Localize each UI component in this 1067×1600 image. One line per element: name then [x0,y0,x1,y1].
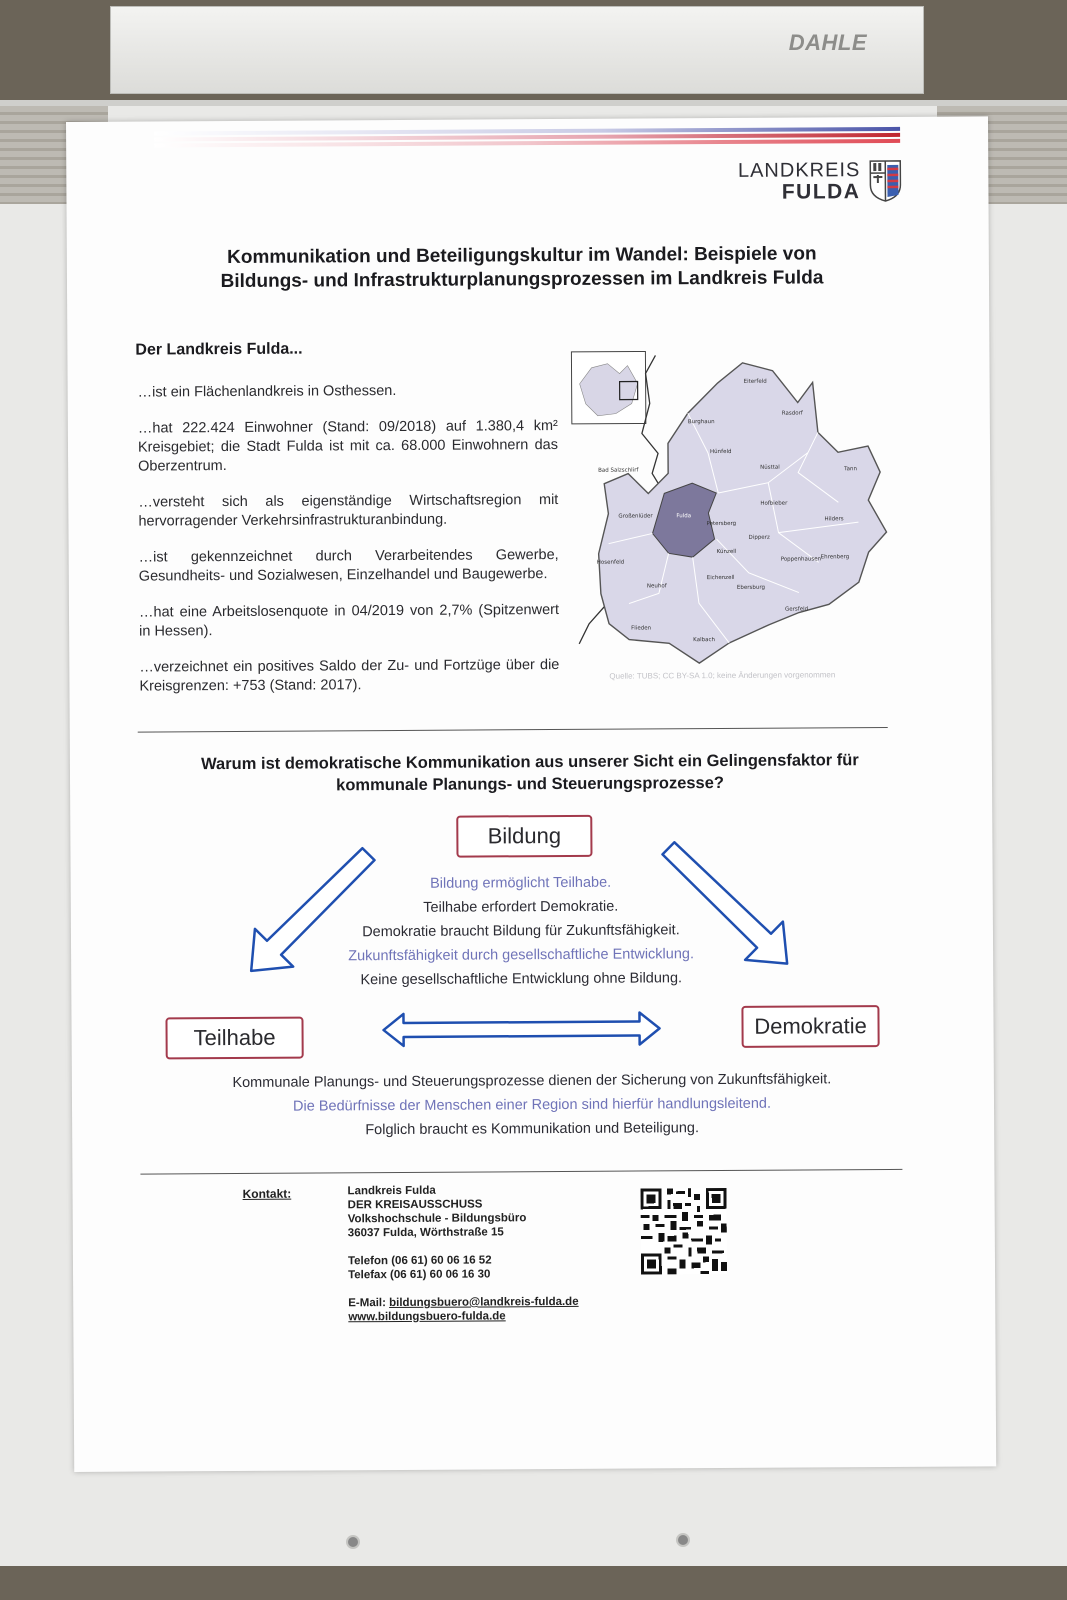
landkreis-logo [738,159,903,204]
page-title [127,242,917,295]
question-line-1: Warum ist demokratische Kommunikation aus unserer Sicht ein Gelingensfaktor für [201,751,859,774]
contact-email-row [348,1295,578,1310]
contact-phone: Telefon (06 61) 60 06 16 52 [347,1254,492,1268]
summary-text [132,1067,932,1144]
contact-block [347,1183,578,1324]
map-label: Bad Salzschlirf [598,467,639,474]
fact-item: …hat eine Arbeitslosenquote in 04/2019 von 2,7% (Spitzenwert in Hessen). [138,601,560,640]
fact-list [138,381,560,714]
contact-dept: DER KREISAUSSCHUSS [347,1198,483,1212]
map-label: Poppenhausen [780,556,822,563]
cycle-line: Zukunftsfähigkeit durch gesellschaftliche Entwicklung. [348,946,695,965]
cycle-text [221,869,822,993]
node-teilhabe: Teilhabe [165,1017,303,1060]
question-heading [130,749,930,798]
question-line-2: kommunale Planungs- und Steuerungsprozesse? [336,773,725,795]
board-screw [676,1533,690,1547]
cycle-line: Bildung ermöglicht Teilhabe. [430,874,612,892]
board-screw [346,1535,360,1549]
map-label: Dipperz [748,534,770,541]
map-label: Hünfeld [710,448,732,456]
email-prefix: E-Mail: [348,1297,390,1310]
map-label: Tann [844,466,857,473]
summary-line: Die Bedürfnisse der Menschen einer Region sind hierfür handlungsleitend. [292,1095,772,1115]
fact-item: …ist gekennzeichnet durch Verarbeitendes Gewerbe, Gesundheits- und Sozialwesen, Einzelhandel und Baugewerbe. [138,546,559,585]
map-label: Eichenzell [706,574,735,582]
map-source: Quelle: TUBS; CC BY-SA 1.0; keine Änderungen vorgenommen [609,670,836,681]
map-label: Eiterfeld [743,378,767,385]
poster [66,116,996,1472]
header-stripes [154,127,900,160]
fact-item: …versteht sich als eigenständige Wirtschaftsregion mit hervorragender Verkehrsinfrastrukturanbindung. [138,491,559,530]
map-label: Hosenfeld [596,559,625,566]
title-line-2: Bildungs- und Infrastrukturplanungsprozessen im Landkreis Fulda [220,267,824,293]
logo-text [738,159,861,204]
contact-fax: Telefax (06 61) 60 06 16 30 [348,1268,491,1282]
contact-unit: Volkshochschule - Bildungsbüro [347,1212,527,1226]
fact-item: …ist ein Flächenlandkreis in Osthessen. [137,382,397,401]
board-brand: DAHLE [788,30,867,55]
divider-1 [138,727,888,733]
intro-heading: Der Landkreis Fulda... [135,340,303,359]
map-label: Nüsttal [760,464,780,471]
fact-item: …verzeichnet ein positives Saldo der Zu- und Fortzüge über die Kreisgrenzen: +753 (Stand: 2017). [139,656,560,695]
contact-label: Kontakt: [242,1186,292,1201]
map-label: Gersfeld [784,606,809,613]
summary-line: Folglich braucht es Kommunikation und Beteiligung. [365,1120,700,1139]
arrow-teilhabe-demokratie [379,1008,663,1050]
node-bildung: Bildung [456,815,592,858]
coat-of-arms-icon [868,159,902,203]
contact-org: Landkreis Fulda [347,1184,436,1198]
cycle-line: Demokratie braucht Bildung für Zukunftsfähigkeit. [362,922,680,941]
title-line-1: Kommunikation und Beteiligungskultur im Wandel: Beispiele von [227,243,817,269]
node-demokratie: Demokratie [741,1005,879,1048]
map-label: Petersberg [706,520,737,528]
email-link[interactable]: bildungsbuero@landkreis-fulda.de [389,1295,579,1310]
district-map [567,342,899,684]
map-label: Kalbach [693,637,715,644]
map-label: Großenlüder [618,513,653,520]
map-label: Künzell [716,548,737,556]
cycle-line: Keine gesellschaftliche Entwicklung ohne Bildung. [360,970,683,989]
cycle-line: Teilhabe erfordert Demokratie. [423,898,619,916]
map-label: Hilders [824,516,844,523]
summary-line: Kommunale Planungs- und Steuerungsprozesse dienen der Sicherung von Zukunftsfähigkeit. [232,1071,832,1092]
divider-2 [140,1169,902,1175]
map-label: Rasdorf [781,410,803,417]
map-label: Ehrenberg [820,554,850,561]
logo-line-1: LANDKREIS [737,159,861,182]
fact-item: …hat 222.424 Einwohner (Stand: 09/2018) auf 1.380,4 km² Kreisgebiet; die Stadt Fulda ist mit ca. 68.000 Einwohnern das Oberzentrum. [137,418,559,475]
map-label: Fulda [676,513,692,520]
logo-line-2: FULDA [781,180,861,204]
contact-address: 36037 Fulda, Wörthstraße 15 [347,1226,504,1240]
map-label: Burghaun [687,419,715,426]
web-link[interactable]: www.bildungsbuero-fulda.de [348,1310,506,1324]
map-label: Neuhof [646,583,667,590]
map-label: Hofbieber [760,500,788,507]
map-label: Flieden [631,625,652,632]
qr-code-icon[interactable] [641,1188,728,1275]
map-label: Ebersburg [736,584,766,591]
